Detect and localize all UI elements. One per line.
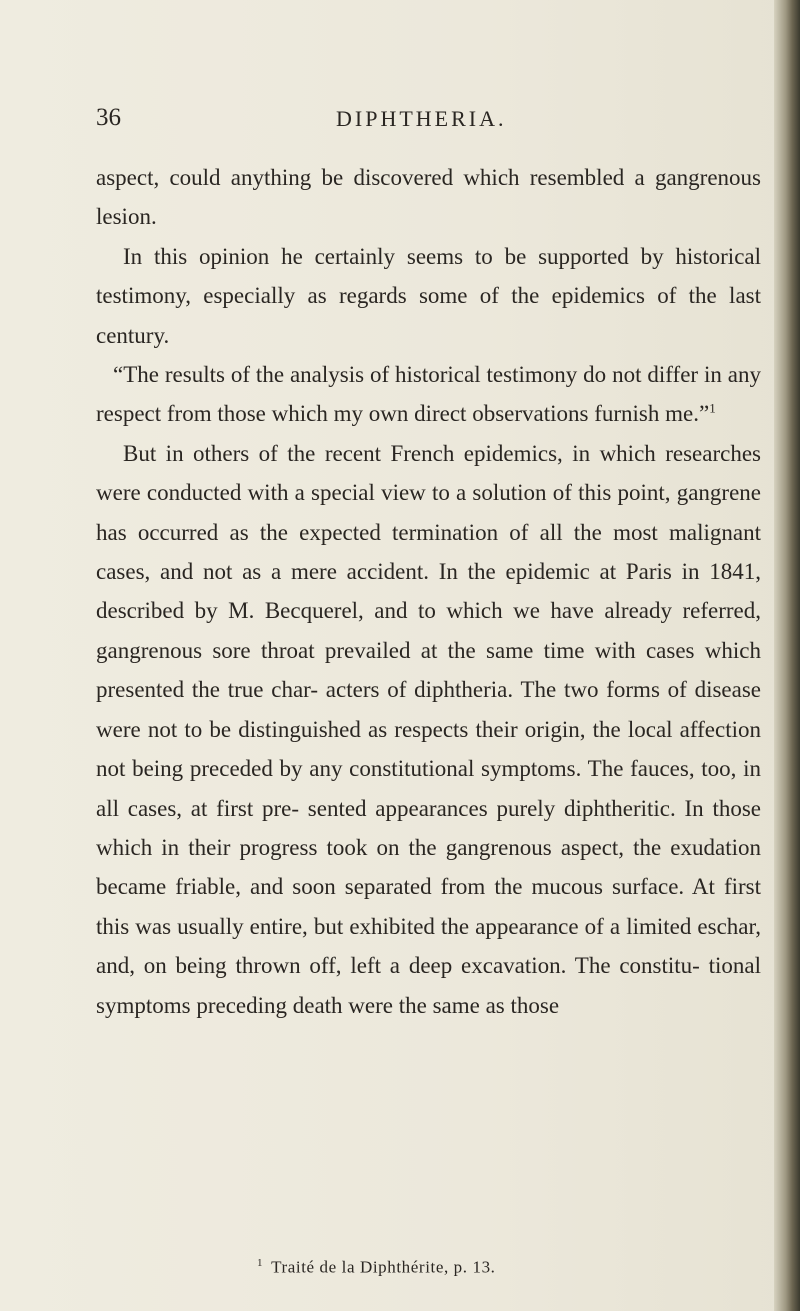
paragraph-2: In this opinion he certainly seems to be supported by historical testimony, especially as regards some of the epidemics of the last century. bbox=[96, 243, 761, 348]
paragraph-3 bbox=[96, 355, 761, 434]
paragraph-4: But in others of the recent French epidemics, in which researches were conducted with a special view to a solution of this point, gangrene has occurred as the expected termination of all the most malignant cases, and not as a mere accident. In the epidemic at Paris in 1841, described by M. Becquerel, and to which we have already referred, gangrenous sore throat prevailed at the same time with cases which presented the true char- acters of diphtheria. The two forms of disease were not to be distinguished as respects their origin, the local affection not being preceded by any constitutional symptoms. The fauces, too, in all cases, at first pre- sented appearances purely diphtheritic. In those which in their progress took on the gangrenous aspect, the exudation became friable, and soon separated from the mucous surface. At first this was usually entire, but exhibited the appearance of a limited eschar, and, on being thrown off, left a deep excavation. The constitu- tional symptoms preceding death were the same as those bbox=[96, 440, 761, 1018]
book-spine-shadow bbox=[774, 0, 800, 1311]
quotation-text: “The results of the analysis of historical testimony do not differ in any respect from those which my own direct observations furnish me.” bbox=[96, 362, 761, 427]
running-head: DIPHTHERIA. bbox=[336, 106, 507, 131]
footnote-mark: 1 bbox=[257, 1257, 264, 1269]
footnote bbox=[257, 1257, 496, 1278]
footnote-reference: 1 bbox=[709, 400, 716, 416]
body-text bbox=[96, 158, 761, 1025]
page-header bbox=[96, 104, 756, 138]
paragraph-1: aspect, could anything be discovered which resembled a gangrenous lesion. bbox=[96, 165, 761, 230]
footnote-text: Traité de la Diphthérite, p. 13. bbox=[271, 1257, 496, 1277]
page-number: 36 bbox=[96, 104, 121, 131]
